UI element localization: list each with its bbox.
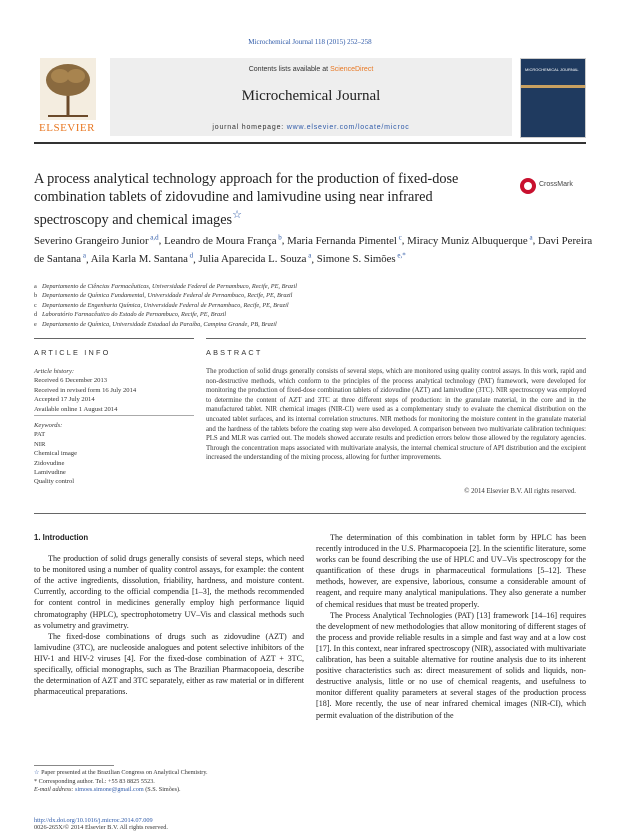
footnote-email: E-mail address: simoes.simone@gmail.com (S.S. Simões).	[34, 786, 181, 793]
elsevier-tree-icon	[40, 58, 96, 120]
sciencedirect-link[interactable]: ScienceDirect	[330, 66, 374, 73]
abstract-divider	[206, 338, 586, 339]
homepage-line	[110, 124, 512, 131]
abstract-heading: ABSTRACT	[206, 348, 263, 357]
journal-cover-image[interactable]	[520, 58, 586, 138]
abstract-text: The production of solid drugs generally consists of several steps, which are monitored using quality control assays. In this work, rapid and non-destructive methods, which conform to the principles of the process analytical technology (PAT) framework, were developed for monitoring the production of fixed-dose combination tablets of zidovudine (AZT) and lamivudine (3TC). NIR spectroscopy was employed to determine the content of AZT and 3TC at three different steps of production: in the granulate material, in the core and in the manufactured tablet. NIR chemical images (NIR-CI) were used as a complementary study to evaluate the chemical distribution on the uncoated tablet surfaces, and its internal correlation structures. NIR methods for monitoring the moisture content in the granulate material and the hardness of the tablets before the coating step were also developed. A comparison between two multivariate calibration techniques: PLS and MLR was carried out. The models showed accurate results and prediction errors below those allowed by the regulatory agencies. Through the concentration maps associated with multivariate analysis, the internal chemical structure of API distribution and the excipient increased the understanding of the mixing process, allowing for further improvements.	[206, 368, 586, 462]
author-name: Aila Karla M. Santana	[90, 253, 188, 266]
body-paragraph: The Process Analytical Technologies (PAT) [13] framework [14–16] requires the development of new methodologies that allow monitoring of different stages of the process and provide reliable results in a simple and fast way and at a low cost [17]. In this context, near infrared spectroscopy (NIR), associated with multivariate calibration, has been a suitable alternative for routine analysis due to its inherent positive characteristics such as: direct measurement of solids and liquids, non-destructive analysis, little or no use of chemical reagents, and usefulness to monitor different quality parameters at several stages of the production process [18]. More recently, the use of near infrared chemical images (NIR-CI), which permit evaluation of the distribution of the	[316, 610, 586, 720]
footnote-star: ☆ Paper presented at the Brazilian Congress on Analytical Chemistry.	[34, 769, 208, 776]
author-affiliation-marker[interactable]: a	[81, 251, 86, 260]
author-name: Julia Aparecida L. Souza	[198, 253, 307, 266]
body-paragraph: The fixed-dose combinations of drugs such as zidovudine (AZT) and lamivudine (3TC), are nucleoside analogues and potent selective inhibitors of the HIV-1 and HIV-2 viruses [4]. For the fixed-dose combination of AZT + 3TC, specifically, official monographs, such as The Brazilian Pharmacopoeia, describe the determination of AZT and 3TC separately, either as raw material or in different pharmaceutical preparations.	[34, 631, 304, 697]
affiliation-item	[34, 310, 594, 319]
elsevier-wordmark: ELSEVIER	[39, 122, 95, 134]
affiliation-text: Laboratório Farmacêutico do Estado de Pernambuco, Recife, PE, Brazil	[42, 311, 227, 319]
footnotes	[34, 769, 304, 795]
author-name: Severino Grangeiro Junior	[34, 234, 149, 247]
author[interactable]	[317, 253, 406, 265]
doi-block	[34, 817, 168, 831]
affiliation-text: Departamento de Ciências Farmacêuticas, Universidade Federal de Pernambuco, Recife, PE, Brazil	[42, 283, 297, 290]
doi-link[interactable]: http://dx.doi.org/10.1016/j.microc.2014.07.009	[34, 817, 153, 824]
affiliation-letter: b	[34, 292, 38, 300]
title-footnote-marker[interactable]: ☆	[232, 209, 242, 221]
author-name: Simone S. Simões	[316, 253, 396, 266]
affiliation-letter: e	[34, 320, 37, 328]
author[interactable]	[91, 253, 193, 265]
crossmark-label: CrossMark	[539, 181, 573, 188]
affiliation-letter: c	[34, 301, 37, 309]
author[interactable]	[164, 235, 282, 247]
affiliation-letter: a	[34, 283, 37, 290]
history-item: Available online 1 August 2014	[34, 405, 118, 413]
keyword: Lamivudine	[34, 469, 66, 477]
crossmark-icon	[520, 178, 536, 194]
elsevier-logo[interactable]	[34, 58, 100, 136]
homepage-link[interactable]: www.elsevier.com/locate/microc	[286, 124, 410, 131]
cover-title: MICROCHEMICAL JOURNAL	[525, 67, 579, 72]
abstract-copyright: © 2014 Elsevier B.V. All rights reserved.	[464, 488, 576, 495]
keyword: Zidovudine	[34, 459, 65, 467]
author[interactable]	[287, 235, 402, 247]
author-list: Severino Grangeiro Junior $^{a,d}$, Leandro de Moura França $^b$, Maria Fernanda Pimentel $^c$, Miracy Muniz Albuquerque $^a$, Davi Pereira de Santana $^a$, Aila Karla M. Santana $^d$, Julia Aparecida L. Souza $^a$, Simone S. Simões $^{e,*}$	[34, 233, 593, 266]
footnote-corresponding: * Corresponding author. Tel.: +55 83 8825 5523.	[34, 777, 155, 785]
header-divider	[34, 142, 586, 144]
author-affiliation-marker[interactable]: b	[276, 233, 282, 241]
affiliation-item	[34, 282, 594, 291]
history-item: Accepted 17 July 2014	[34, 396, 95, 404]
affiliation-text: Departamento de Química Fundamental, Universidade Federal de Pernambuco, Recife, PE, Brazil	[42, 292, 293, 300]
body-divider	[34, 513, 586, 514]
crossmark-badge[interactable]	[520, 178, 590, 194]
cover-stripe	[521, 85, 585, 88]
body-column-right	[316, 532, 586, 721]
journal-header	[34, 58, 586, 138]
history-item: Received 6 December 2013	[34, 377, 108, 385]
affiliation-text: Departamento de Química, Universidade Estadual da Paraíba, Campina Grande, PB, Brazil	[42, 320, 277, 328]
section-heading: 1. Introduction	[34, 533, 89, 542]
article-title	[34, 170, 504, 229]
affiliation-letter: d	[34, 311, 38, 319]
author[interactable]	[34, 235, 159, 247]
keyword: PAT	[34, 431, 46, 439]
body-paragraph: The determination of this combination in tablet form by HPLC has been recently introduced in the U.S. Pharmacopoeia [2]. In the scientific literature, some works can be found describing the use of HPLC and UV–Vis spectroscopy for the quantification of these drugs in pharmaceutical formulations [5–12]. These methods, however, are expensive, laborious, consume a considerable amount of reagent, and require many analytical manipulations. They also generate a number of chemical residues that must be treated properly.	[316, 533, 586, 609]
keyword: Chemical image	[34, 450, 78, 458]
contents-line	[110, 66, 512, 73]
author-name: Maria Fernanda Pimentel	[287, 234, 397, 247]
journal-reference[interactable]: Microchemical Journal 118 (2015) 252–258	[248, 38, 372, 46]
article-title-text: A process analytical technology approach for the production of fixed-dose combination tablets of zidovudine and lamivudine using near infrared spectroscopy and chemical images	[34, 171, 459, 228]
article-info-divider	[34, 338, 194, 339]
author[interactable]	[199, 253, 312, 265]
contents-prefix: Contents lists available at	[248, 66, 329, 73]
author-affiliation-marker[interactable]: a,d	[148, 233, 159, 241]
affiliations	[34, 282, 594, 329]
author-affiliation-marker[interactable]: a	[527, 233, 533, 241]
affiliation-item	[34, 301, 594, 310]
journal-name[interactable]: Microchemical Journal	[241, 88, 381, 104]
author[interactable]	[407, 235, 532, 247]
affiliation-item	[34, 320, 594, 329]
author-affiliation-marker[interactable]: e,*	[395, 251, 406, 260]
history-label: Article history:	[34, 368, 75, 375]
homepage-prefix: journal homepage:	[212, 124, 285, 131]
author-affiliation-marker[interactable]: c	[396, 233, 402, 241]
affiliation-text: Departamento de Engenharia Química, Universidade Federal de Pernambuco, Recife, PE, Brazil	[42, 301, 289, 309]
email-link[interactable]: simoes.simone@gmail.com	[75, 786, 144, 793]
article-history	[34, 367, 194, 414]
footnote-divider	[34, 765, 114, 766]
author-affiliation-marker[interactable]: a	[306, 251, 312, 260]
keyword: NIR	[34, 440, 46, 448]
keywords-label: Keywords:	[34, 422, 63, 429]
affiliation-item	[34, 291, 594, 300]
author-affiliation-marker[interactable]: d	[187, 251, 194, 260]
article-info-heading: ARTICLE INFO	[34, 348, 111, 357]
keywords	[34, 421, 194, 487]
author-name: Miracy Muniz Albuquerque	[407, 234, 528, 247]
history-item: Received in revised form 16 July 2014	[34, 386, 137, 394]
body-paragraph: The production of solid drugs generally consists of several steps, which need to be monitored using a number of quality control assays, for example: the content of the active ingredients, dissolution, friability, hardness, and moisture content. Currently, according to the official compendia [1–3], the methods recommended for content control in medicines generally employ high performance liquid chromatography (HPLC), spectrophotometry UV–Vis and classical methods such as volumetry and gravimetry.	[34, 554, 304, 630]
issn-line: 0026-265X/© 2014 Elsevier B.V. All rights reserved.	[34, 824, 168, 831]
author-name: Leandro de Moura França	[164, 234, 277, 247]
author-name: Davi Pereira de Santana	[34, 234, 593, 266]
keyword: Quality control	[34, 478, 75, 486]
body-column-left	[34, 532, 304, 697]
info-separator	[34, 415, 194, 416]
